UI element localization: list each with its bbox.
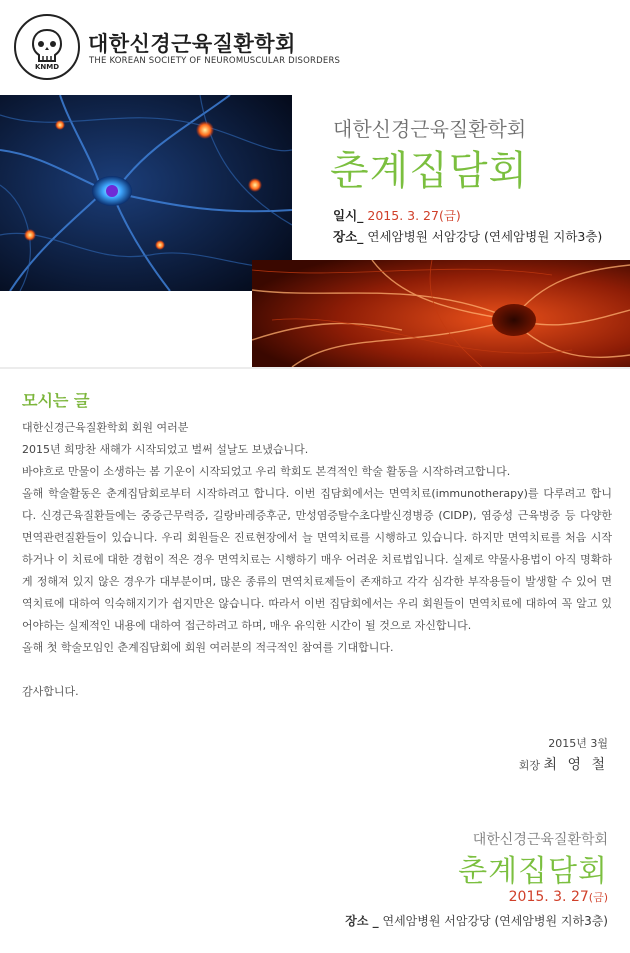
letter-line: 올해 첫 학술모임인 춘계집담회에 회원 여러분의 적극적인 참여를 기대합니다. <box>22 641 394 654</box>
letter-line: 바야흐로 만물이 소생하는 봄 기운이 시작되었고 우리 학회도 본격적인 학술 활동을 시작하려고합니다. <box>22 465 511 478</box>
letter-line: 2015년 희망찬 새해가 시작되었고 벌써 설날도 보냈습니다. <box>22 443 309 456</box>
letter-line: 대한신경근육질환학회 회원 여러분 <box>22 421 189 434</box>
footer-date <box>509 889 608 905</box>
neuron-blue-image <box>0 95 292 291</box>
footer-place <box>345 912 608 929</box>
footer-title: 춘계집담회 <box>458 854 608 889</box>
divider <box>0 367 630 369</box>
letter-body <box>22 417 612 703</box>
letter-title: 모시는 글 <box>22 391 90 410</box>
logo-text: KNMD <box>34 63 60 71</box>
society-logo <box>14 14 80 80</box>
org-name-korean: 대한신경근육질환학회 <box>88 32 296 56</box>
signature <box>519 754 608 774</box>
org-name-english: THE KOREAN SOCIETY OF NEUROMUSCULAR DISORDERS <box>89 56 341 66</box>
place-label: 장소_ <box>333 229 364 244</box>
header <box>0 0 630 95</box>
event-date <box>333 206 461 224</box>
event-banner <box>0 95 630 367</box>
footer-date-value: 2015. 3. 27 <box>508 889 589 905</box>
footer-place-label: 장소 _ <box>345 914 379 928</box>
skull-icon <box>30 28 64 66</box>
banner-society: 대한신경근육질환학회 <box>333 117 527 141</box>
footer-place-value: 연세암병원 서암강당 (연세암병원 지하3층) <box>382 914 608 928</box>
event-place <box>333 227 602 245</box>
footer-day: (금) <box>588 891 608 904</box>
banner-title: 춘계집담회 <box>330 148 529 194</box>
date-value: 2015. 3. 27(금) <box>367 208 461 223</box>
letter-date: 2015년 3월 <box>548 737 608 750</box>
letter-paragraph: 올해 학술활동은 춘계집담회로부터 시작하려고 합니다. 이번 집담회에서는 면역치료(immunotherapy)를 다루려고 합니다. 신경근육질환들에는 중증근무력증, 길랑바레증후군, 만성염증탈수초다발신경병증 (CIDP), 염증성 근육병증 등 다양한 면역관련질환들이 있습니다. 우리 회원들은 진료현장에서 늘 면역치료를 시행하고 있습니다. 하지만 면역치료를 처음 시작하거나 이 치료에 대한 경험이 적은 경우 면역치료는 시행하기 매우 어려운 치료법입니다. 실제로 약물사용법이 아직 명확하게 정해져 있지 않은 경우가 대부분이며, 많은 종류의 면역치료제들이 존재하고 각각 심각한 부작용들이 발생할 수 있어 면역치료에 대하여 익숙해지기가 쉽지만은 않습니다. 따라서 이번 집담회에서는 우리 회원들이 면역치료에 대하여 꼭 알고 있어야하는 실제적인 내용에 대하여 접근하려고 하며, 매우 유익한 시간이 될 것으로 자신합니다. <box>22 487 612 632</box>
signer-name: 최 영 철 <box>543 757 608 773</box>
footer-society: 대한신경근육질환학회 <box>472 832 608 848</box>
place-value: 연세암병원 서암강당 (연세암병원 지하3층) <box>367 229 603 244</box>
signer-role: 회장 <box>518 759 541 772</box>
letter-closing: 감사합니다. <box>22 685 79 698</box>
neuron-orange-image <box>252 260 630 367</box>
date-label: 일시_ <box>333 208 364 223</box>
